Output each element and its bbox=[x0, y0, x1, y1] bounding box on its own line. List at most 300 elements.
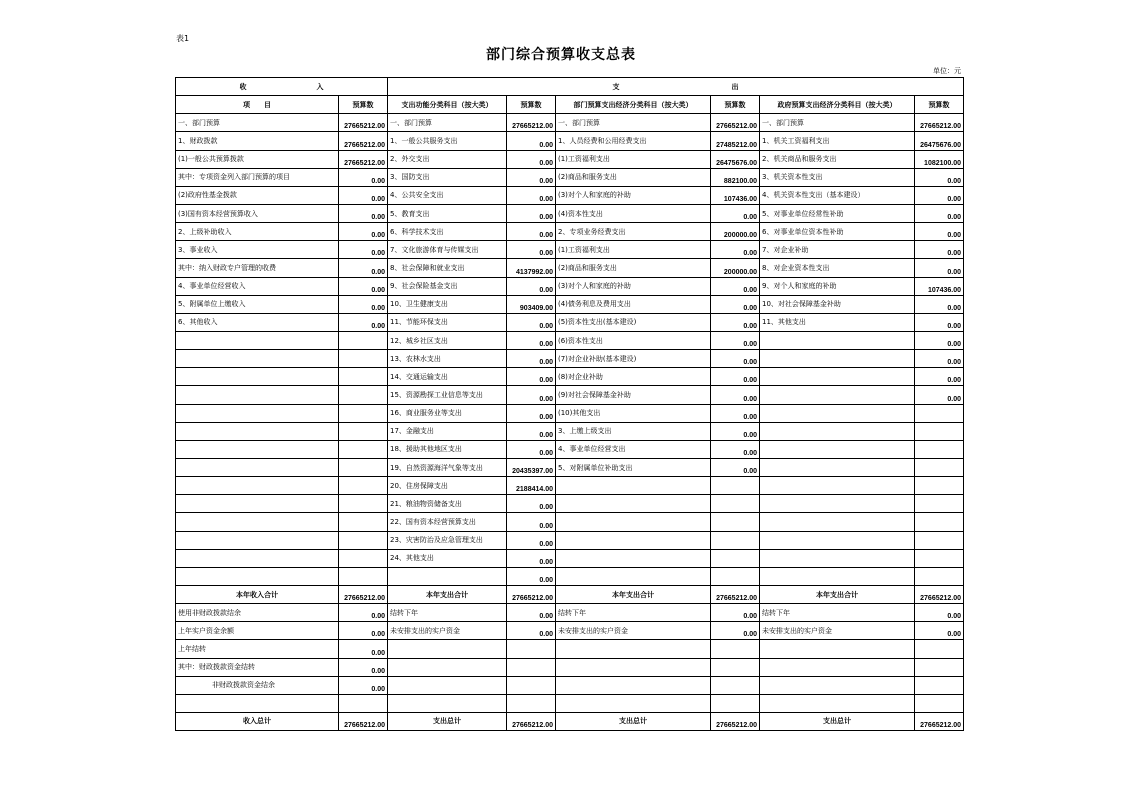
cell-func-item: 6、科学技术支出 bbox=[388, 223, 507, 241]
cell-income-item: 其中：纳入财政专户管理的收费 bbox=[176, 259, 339, 277]
cell-gov-budget: 0.00 bbox=[915, 622, 964, 640]
cell-gov-item: 3、机关资本性支出 bbox=[760, 168, 915, 186]
cell-gov-item bbox=[760, 694, 915, 712]
table-row bbox=[176, 204, 964, 222]
cell-gov-budget: 0.00 bbox=[915, 350, 964, 368]
cell-func-item bbox=[388, 567, 507, 585]
cell-income-budget bbox=[339, 368, 388, 386]
cell-func-item: 16、商业服务业等支出 bbox=[388, 404, 507, 422]
cell-func-budget bbox=[507, 676, 556, 694]
cell-func-item: 24、其他支出 bbox=[388, 549, 507, 567]
cell-income-item: 上年结转 bbox=[176, 640, 339, 658]
cell-dept-budget bbox=[711, 531, 760, 549]
cell-func-item: 20、住房保障支出 bbox=[388, 477, 507, 495]
cell-dept-item: 未安排支出的实户资金 bbox=[556, 622, 711, 640]
cell-income-budget: 0.00 bbox=[339, 204, 388, 222]
cell-dept-item bbox=[556, 549, 711, 567]
table-row bbox=[176, 495, 964, 513]
cell-dept-item bbox=[556, 567, 711, 585]
cell-gov-budget bbox=[915, 531, 964, 549]
cell-func-item bbox=[388, 640, 507, 658]
cell-income-item bbox=[176, 495, 339, 513]
cell-dept-budget: 27665212.00 bbox=[711, 114, 760, 132]
cell-income-budget bbox=[339, 458, 388, 476]
table-row bbox=[176, 277, 964, 295]
cell-func-budget: 0.00 bbox=[507, 531, 556, 549]
page-title: 部门综合预算收支总表 bbox=[486, 47, 636, 63]
cell-gov-budget: 0.00 bbox=[915, 295, 964, 313]
cell-income-budget bbox=[339, 404, 388, 422]
cell-dept-item: 2、专项业务经费支出 bbox=[556, 223, 711, 241]
cell-func-budget bbox=[507, 694, 556, 712]
col-header-dept-item: 部门预算支出经济分类科目（按大类） bbox=[556, 96, 711, 114]
cell-gov-item bbox=[760, 368, 915, 386]
cell-gov-item: 9、对个人和家庭的补助 bbox=[760, 277, 915, 295]
year-income-label: 本年收入合计 bbox=[176, 585, 339, 603]
cell-dept-item: (9)对社会保障基金补助 bbox=[556, 386, 711, 404]
cell-dept-budget bbox=[711, 477, 760, 495]
cell-dept-budget: 0.00 bbox=[711, 277, 760, 295]
cell-func-budget: 0.00 bbox=[507, 204, 556, 222]
cell-func-item: 23、灾害防治及应急管理支出 bbox=[388, 531, 507, 549]
cell-income-item bbox=[176, 694, 339, 712]
cell-func-budget: 0.00 bbox=[507, 186, 556, 204]
cell-income-item bbox=[176, 368, 339, 386]
cell-dept-item bbox=[556, 694, 711, 712]
cell-income-item bbox=[176, 531, 339, 549]
table-row bbox=[176, 223, 964, 241]
cell-gov-budget: 26475676.00 bbox=[915, 132, 964, 150]
cell-func-budget: 0.00 bbox=[507, 150, 556, 168]
cell-gov-budget bbox=[915, 477, 964, 495]
cell-gov-item bbox=[760, 531, 915, 549]
cell-dept-budget: 0.00 bbox=[711, 350, 760, 368]
year-expense-value-dept: 27665212.00 bbox=[711, 585, 760, 603]
cell-dept-item: (4)资本性支出 bbox=[556, 204, 711, 222]
cell-dept-item bbox=[556, 640, 711, 658]
cell-func-item: 12、城乡社区支出 bbox=[388, 331, 507, 349]
cell-income-budget bbox=[339, 549, 388, 567]
cell-income-item bbox=[176, 350, 339, 368]
cell-income-item: 其中：专项资金列入部门预算的项目 bbox=[176, 168, 339, 186]
cell-dept-budget: 200000.00 bbox=[711, 259, 760, 277]
cell-income-item bbox=[176, 331, 339, 349]
tail-row bbox=[176, 622, 964, 640]
cell-income-item: 5、附属单位上缴收入 bbox=[176, 295, 339, 313]
cell-func-budget: 0.00 bbox=[507, 404, 556, 422]
year-expense-value-gov: 27665212.00 bbox=[915, 585, 964, 603]
cell-income-item bbox=[176, 513, 339, 531]
cell-func-budget: 0.00 bbox=[507, 567, 556, 585]
grand-expense-value-gov: 27665212.00 bbox=[915, 712, 964, 730]
grand-expense-value-func: 27665212.00 bbox=[507, 712, 556, 730]
cell-income-item: 6、其他收入 bbox=[176, 313, 339, 331]
cell-dept-item: (1)工资福利支出 bbox=[556, 241, 711, 259]
cell-func-budget: 0.00 bbox=[507, 168, 556, 186]
cell-gov-budget bbox=[915, 549, 964, 567]
cell-dept-budget bbox=[711, 676, 760, 694]
cell-income-item: 一、部门预算 bbox=[176, 114, 339, 132]
cell-func-item: 3、国防支出 bbox=[388, 168, 507, 186]
cell-gov-item: 5、对事业单位经常性补助 bbox=[760, 204, 915, 222]
cell-gov-budget bbox=[915, 458, 964, 476]
cell-dept-item: (10)其他支出 bbox=[556, 404, 711, 422]
cell-gov-item bbox=[760, 331, 915, 349]
cell-func-budget: 0.00 bbox=[507, 604, 556, 622]
cell-income-item bbox=[176, 386, 339, 404]
cell-gov-item bbox=[760, 458, 915, 476]
cell-income-budget: 27665212.00 bbox=[339, 132, 388, 150]
cell-gov-budget bbox=[915, 567, 964, 585]
cell-dept-item: (2)商品和服务支出 bbox=[556, 259, 711, 277]
cell-gov-item: 结转下年 bbox=[760, 604, 915, 622]
cell-gov-budget: 0.00 bbox=[915, 368, 964, 386]
cell-gov-budget: 0.00 bbox=[915, 204, 964, 222]
cell-gov-budget bbox=[915, 495, 964, 513]
cell-gov-budget: 0.00 bbox=[915, 168, 964, 186]
cell-gov-item: 2、机关商品和服务支出 bbox=[760, 150, 915, 168]
cell-dept-item: (4)债务利息及费用支出 bbox=[556, 295, 711, 313]
cell-income-budget: 0.00 bbox=[339, 658, 388, 676]
cell-dept-budget: 26475676.00 bbox=[711, 150, 760, 168]
cell-gov-item: 6、对事业单位资本性补助 bbox=[760, 223, 915, 241]
table-row bbox=[176, 168, 964, 186]
cell-func-item bbox=[388, 694, 507, 712]
cell-dept-budget bbox=[711, 658, 760, 676]
cell-dept-budget: 0.00 bbox=[711, 204, 760, 222]
cell-dept-item: (7)对企业补助(基本建设) bbox=[556, 350, 711, 368]
cell-func-budget: 0.00 bbox=[507, 622, 556, 640]
cell-func-budget: 0.00 bbox=[507, 313, 556, 331]
cell-gov-item bbox=[760, 513, 915, 531]
cell-func-item bbox=[388, 676, 507, 694]
cell-dept-budget: 27485212.00 bbox=[711, 132, 760, 150]
cell-dept-item: 5、对附属单位补助支出 bbox=[556, 458, 711, 476]
expense-group-header: 支 出 bbox=[388, 78, 964, 96]
cell-income-item bbox=[176, 549, 339, 567]
cell-dept-budget: 0.00 bbox=[711, 440, 760, 458]
cell-dept-item: (8)对企业补助 bbox=[556, 368, 711, 386]
cell-func-budget: 0.00 bbox=[507, 241, 556, 259]
cell-func-item: 7、文化旅游体育与传媒支出 bbox=[388, 241, 507, 259]
cell-dept-item: 一、部门预算 bbox=[556, 114, 711, 132]
cell-gov-item bbox=[760, 676, 915, 694]
cell-dept-budget: 0.00 bbox=[711, 458, 760, 476]
cell-dept-budget bbox=[711, 694, 760, 712]
cell-income-budget: 27665212.00 bbox=[339, 150, 388, 168]
cell-dept-budget bbox=[711, 495, 760, 513]
cell-dept-item: 3、上缴上级支出 bbox=[556, 422, 711, 440]
cell-dept-item bbox=[556, 676, 711, 694]
cell-income-budget: 0.00 bbox=[339, 168, 388, 186]
col-header-func-item: 支出功能分类科目（按大类） bbox=[388, 96, 507, 114]
cell-func-item: 未安排支出的实户资金 bbox=[388, 622, 507, 640]
cell-dept-budget bbox=[711, 567, 760, 585]
cell-func-budget: 0.00 bbox=[507, 549, 556, 567]
grand-expense-value-dept: 27665212.00 bbox=[711, 712, 760, 730]
cell-gov-budget: 0.00 bbox=[915, 386, 964, 404]
cell-gov-item bbox=[760, 350, 915, 368]
cell-income-item bbox=[176, 458, 339, 476]
table-row bbox=[176, 458, 964, 476]
cell-income-budget: 0.00 bbox=[339, 622, 388, 640]
unit-label: 单位：元 bbox=[933, 67, 961, 75]
year-expense-label-func: 本年支出合计 bbox=[388, 585, 507, 603]
cell-func-budget: 20435397.00 bbox=[507, 458, 556, 476]
cell-gov-budget bbox=[915, 640, 964, 658]
cell-dept-item: (6)资本性支出 bbox=[556, 331, 711, 349]
table-row bbox=[176, 114, 964, 132]
cell-func-item: 10、卫生健康支出 bbox=[388, 295, 507, 313]
cell-func-budget: 0.00 bbox=[507, 495, 556, 513]
cell-func-budget: 0.00 bbox=[507, 331, 556, 349]
table-row bbox=[176, 350, 964, 368]
table-row bbox=[176, 368, 964, 386]
cell-gov-budget: 0.00 bbox=[915, 331, 964, 349]
cell-dept-item bbox=[556, 658, 711, 676]
year-income-value: 27665212.00 bbox=[339, 585, 388, 603]
cell-dept-budget: 0.00 bbox=[711, 622, 760, 640]
tail-row bbox=[176, 658, 964, 676]
cell-func-item: 22、国有资本经营预算支出 bbox=[388, 513, 507, 531]
cell-gov-budget: 0.00 bbox=[915, 604, 964, 622]
cell-income-item: 1、财政拨款 bbox=[176, 132, 339, 150]
cell-func-budget: 0.00 bbox=[507, 440, 556, 458]
cell-func-item: 5、教育支出 bbox=[388, 204, 507, 222]
income-group-header: 收 入 bbox=[176, 78, 388, 96]
cell-income-budget bbox=[339, 331, 388, 349]
cell-income-item: 4、事业单位经营收入 bbox=[176, 277, 339, 295]
cell-dept-budget bbox=[711, 640, 760, 658]
cell-income-budget bbox=[339, 694, 388, 712]
cell-dept-item: (5)资本性支出(基本建设) bbox=[556, 313, 711, 331]
group-header-row bbox=[176, 78, 964, 96]
cell-dept-item: (3)对个人和家庭的补助 bbox=[556, 186, 711, 204]
cell-income-budget: 0.00 bbox=[339, 676, 388, 694]
cell-gov-item bbox=[760, 549, 915, 567]
cell-func-budget: 0.00 bbox=[507, 277, 556, 295]
cell-gov-budget bbox=[915, 513, 964, 531]
cell-dept-item bbox=[556, 495, 711, 513]
cell-gov-budget: 0.00 bbox=[915, 223, 964, 241]
cell-income-budget: 0.00 bbox=[339, 604, 388, 622]
cell-income-item: 非财政拨款资金结余 bbox=[176, 676, 339, 694]
column-header-row bbox=[176, 96, 964, 114]
cell-dept-budget: 0.00 bbox=[711, 604, 760, 622]
cell-gov-budget bbox=[915, 440, 964, 458]
cell-func-item: 9、社会保险基金支出 bbox=[388, 277, 507, 295]
cell-func-item: 8、社会保障和就业支出 bbox=[388, 259, 507, 277]
cell-income-item bbox=[176, 477, 339, 495]
cell-func-budget bbox=[507, 658, 556, 676]
year-expense-label-dept: 本年支出合计 bbox=[556, 585, 711, 603]
cell-func-item bbox=[388, 658, 507, 676]
cell-gov-item bbox=[760, 422, 915, 440]
cell-dept-budget: 0.00 bbox=[711, 313, 760, 331]
year-expense-value-func: 27665212.00 bbox=[507, 585, 556, 603]
grand-expense-label-gov: 支出总计 bbox=[760, 712, 915, 730]
cell-func-budget: 2188414.00 bbox=[507, 477, 556, 495]
cell-gov-item: 4、机关资本性支出（基本建设） bbox=[760, 186, 915, 204]
cell-dept-budget: 0.00 bbox=[711, 368, 760, 386]
table-row bbox=[176, 422, 964, 440]
cell-gov-budget bbox=[915, 676, 964, 694]
col-header-income-budget: 预算数 bbox=[339, 96, 388, 114]
cell-func-budget: 0.00 bbox=[507, 368, 556, 386]
cell-income-item: 3、事业收入 bbox=[176, 241, 339, 259]
tail-row bbox=[176, 676, 964, 694]
cell-gov-item bbox=[760, 567, 915, 585]
cell-gov-item: 8、对企业资本性支出 bbox=[760, 259, 915, 277]
table-row bbox=[176, 295, 964, 313]
year-expense-label-gov: 本年支出合计 bbox=[760, 585, 915, 603]
cell-func-item: 15、资源勘探工业信息等支出 bbox=[388, 386, 507, 404]
grand-expense-label-dept: 支出总计 bbox=[556, 712, 711, 730]
cell-income-budget bbox=[339, 440, 388, 458]
cell-income-item: (3)国有资本经营预算收入 bbox=[176, 204, 339, 222]
cell-dept-item: 4、事业单位经营支出 bbox=[556, 440, 711, 458]
cell-gov-budget bbox=[915, 658, 964, 676]
cell-func-item: 结转下年 bbox=[388, 604, 507, 622]
cell-gov-item: 一、部门预算 bbox=[760, 114, 915, 132]
cell-income-budget: 27665212.00 bbox=[339, 114, 388, 132]
cell-income-item bbox=[176, 422, 339, 440]
cell-income-budget: 0.00 bbox=[339, 295, 388, 313]
cell-gov-budget bbox=[915, 404, 964, 422]
table-row bbox=[176, 549, 964, 567]
cell-income-budget bbox=[339, 495, 388, 513]
cell-income-budget bbox=[339, 513, 388, 531]
cell-income-budget bbox=[339, 350, 388, 368]
table-row bbox=[176, 513, 964, 531]
cell-func-item: 19、自然资源海洋气象等支出 bbox=[388, 458, 507, 476]
col-header-dept-budget: 预算数 bbox=[711, 96, 760, 114]
cell-gov-item: 11、其他支出 bbox=[760, 313, 915, 331]
cell-dept-item bbox=[556, 513, 711, 531]
cell-dept-budget bbox=[711, 513, 760, 531]
cell-func-item: 一、部门预算 bbox=[388, 114, 507, 132]
cell-income-budget bbox=[339, 477, 388, 495]
cell-gov-item: 7、对企业补助 bbox=[760, 241, 915, 259]
cell-income-item: 2、上级补助收入 bbox=[176, 223, 339, 241]
grand-income-label: 收入总计 bbox=[176, 712, 339, 730]
year-totals-row bbox=[176, 585, 964, 603]
cell-func-item: 11、节能环保支出 bbox=[388, 313, 507, 331]
cell-dept-item: (1)工资福利支出 bbox=[556, 150, 711, 168]
tail-row bbox=[176, 640, 964, 658]
cell-func-budget: 0.00 bbox=[507, 132, 556, 150]
cell-gov-budget: 27665212.00 bbox=[915, 114, 964, 132]
cell-gov-budget: 0.00 bbox=[915, 259, 964, 277]
cell-income-budget: 0.00 bbox=[339, 313, 388, 331]
cell-income-budget: 0.00 bbox=[339, 259, 388, 277]
cell-func-budget: 27665212.00 bbox=[507, 114, 556, 132]
col-header-income-item: 项 目 bbox=[176, 96, 339, 114]
cell-gov-item bbox=[760, 640, 915, 658]
table-row bbox=[176, 477, 964, 495]
cell-dept-budget bbox=[711, 549, 760, 567]
cell-income-budget bbox=[339, 422, 388, 440]
cell-dept-budget: 0.00 bbox=[711, 422, 760, 440]
cell-gov-budget: 0.00 bbox=[915, 313, 964, 331]
cell-gov-budget: 0.00 bbox=[915, 186, 964, 204]
table-row bbox=[176, 331, 964, 349]
table-row bbox=[176, 132, 964, 150]
cell-dept-budget: 0.00 bbox=[711, 241, 760, 259]
grand-income-value: 27665212.00 bbox=[339, 712, 388, 730]
cell-func-item: 17、金融支出 bbox=[388, 422, 507, 440]
cell-income-item: 使用非财政拨款结余 bbox=[176, 604, 339, 622]
col-header-gov-budget: 预算数 bbox=[915, 96, 964, 114]
cell-dept-budget: 0.00 bbox=[711, 331, 760, 349]
cell-func-item: 13、农林水支出 bbox=[388, 350, 507, 368]
budget-summary-table bbox=[175, 77, 964, 731]
cell-func-budget: 0.00 bbox=[507, 223, 556, 241]
cell-gov-item bbox=[760, 658, 915, 676]
cell-gov-item bbox=[760, 477, 915, 495]
cell-income-budget: 0.00 bbox=[339, 223, 388, 241]
table-row bbox=[176, 150, 964, 168]
cell-func-item: 4、公共安全支出 bbox=[388, 186, 507, 204]
tail-row bbox=[176, 694, 964, 712]
cell-dept-item: 结转下年 bbox=[556, 604, 711, 622]
cell-dept-item bbox=[556, 477, 711, 495]
table-row bbox=[176, 386, 964, 404]
cell-dept-budget: 107436.00 bbox=[711, 186, 760, 204]
cell-func-budget: 0.00 bbox=[507, 513, 556, 531]
grand-totals-row bbox=[176, 712, 964, 730]
cell-income-budget: 0.00 bbox=[339, 186, 388, 204]
cell-func-item: 1、一般公共服务支出 bbox=[388, 132, 507, 150]
cell-dept-item: (3)对个人和家庭的补助 bbox=[556, 277, 711, 295]
cell-income-item: 其中：财政拨款资金结转 bbox=[176, 658, 339, 676]
table-row bbox=[176, 186, 964, 204]
cell-dept-budget: 0.00 bbox=[711, 295, 760, 313]
cell-gov-item bbox=[760, 495, 915, 513]
table-row bbox=[176, 313, 964, 331]
cell-income-budget bbox=[339, 531, 388, 549]
cell-dept-budget: 0.00 bbox=[711, 404, 760, 422]
cell-func-item: 14、交通运输支出 bbox=[388, 368, 507, 386]
cell-func-item: 2、外交支出 bbox=[388, 150, 507, 168]
table-row bbox=[176, 404, 964, 422]
cell-dept-budget: 0.00 bbox=[711, 386, 760, 404]
cell-func-budget: 4137992.00 bbox=[507, 259, 556, 277]
cell-dept-budget: 200000.00 bbox=[711, 223, 760, 241]
cell-income-budget: 0.00 bbox=[339, 640, 388, 658]
cell-income-item bbox=[176, 440, 339, 458]
cell-income-budget: 0.00 bbox=[339, 241, 388, 259]
cell-dept-item: 1、人员经费和公用经费支出 bbox=[556, 132, 711, 150]
cell-dept-item bbox=[556, 531, 711, 549]
cell-income-budget bbox=[339, 567, 388, 585]
cell-gov-item bbox=[760, 404, 915, 422]
table-row bbox=[176, 241, 964, 259]
cell-income-budget: 0.00 bbox=[339, 277, 388, 295]
cell-gov-budget: 0.00 bbox=[915, 241, 964, 259]
tail-row bbox=[176, 604, 964, 622]
cell-func-budget: 903409.00 bbox=[507, 295, 556, 313]
cell-func-item: 21、粮油物资储备支出 bbox=[388, 495, 507, 513]
table-row bbox=[176, 259, 964, 277]
table-row bbox=[176, 567, 964, 585]
cell-income-item: 上年实户资金余额 bbox=[176, 622, 339, 640]
cell-func-budget: 0.00 bbox=[507, 386, 556, 404]
cell-income-item: (1)一般公共预算拨款 bbox=[176, 150, 339, 168]
cell-func-item: 18、援助其他地区支出 bbox=[388, 440, 507, 458]
cell-gov-item: 未安排支出的实户资金 bbox=[760, 622, 915, 640]
cell-func-budget: 0.00 bbox=[507, 422, 556, 440]
